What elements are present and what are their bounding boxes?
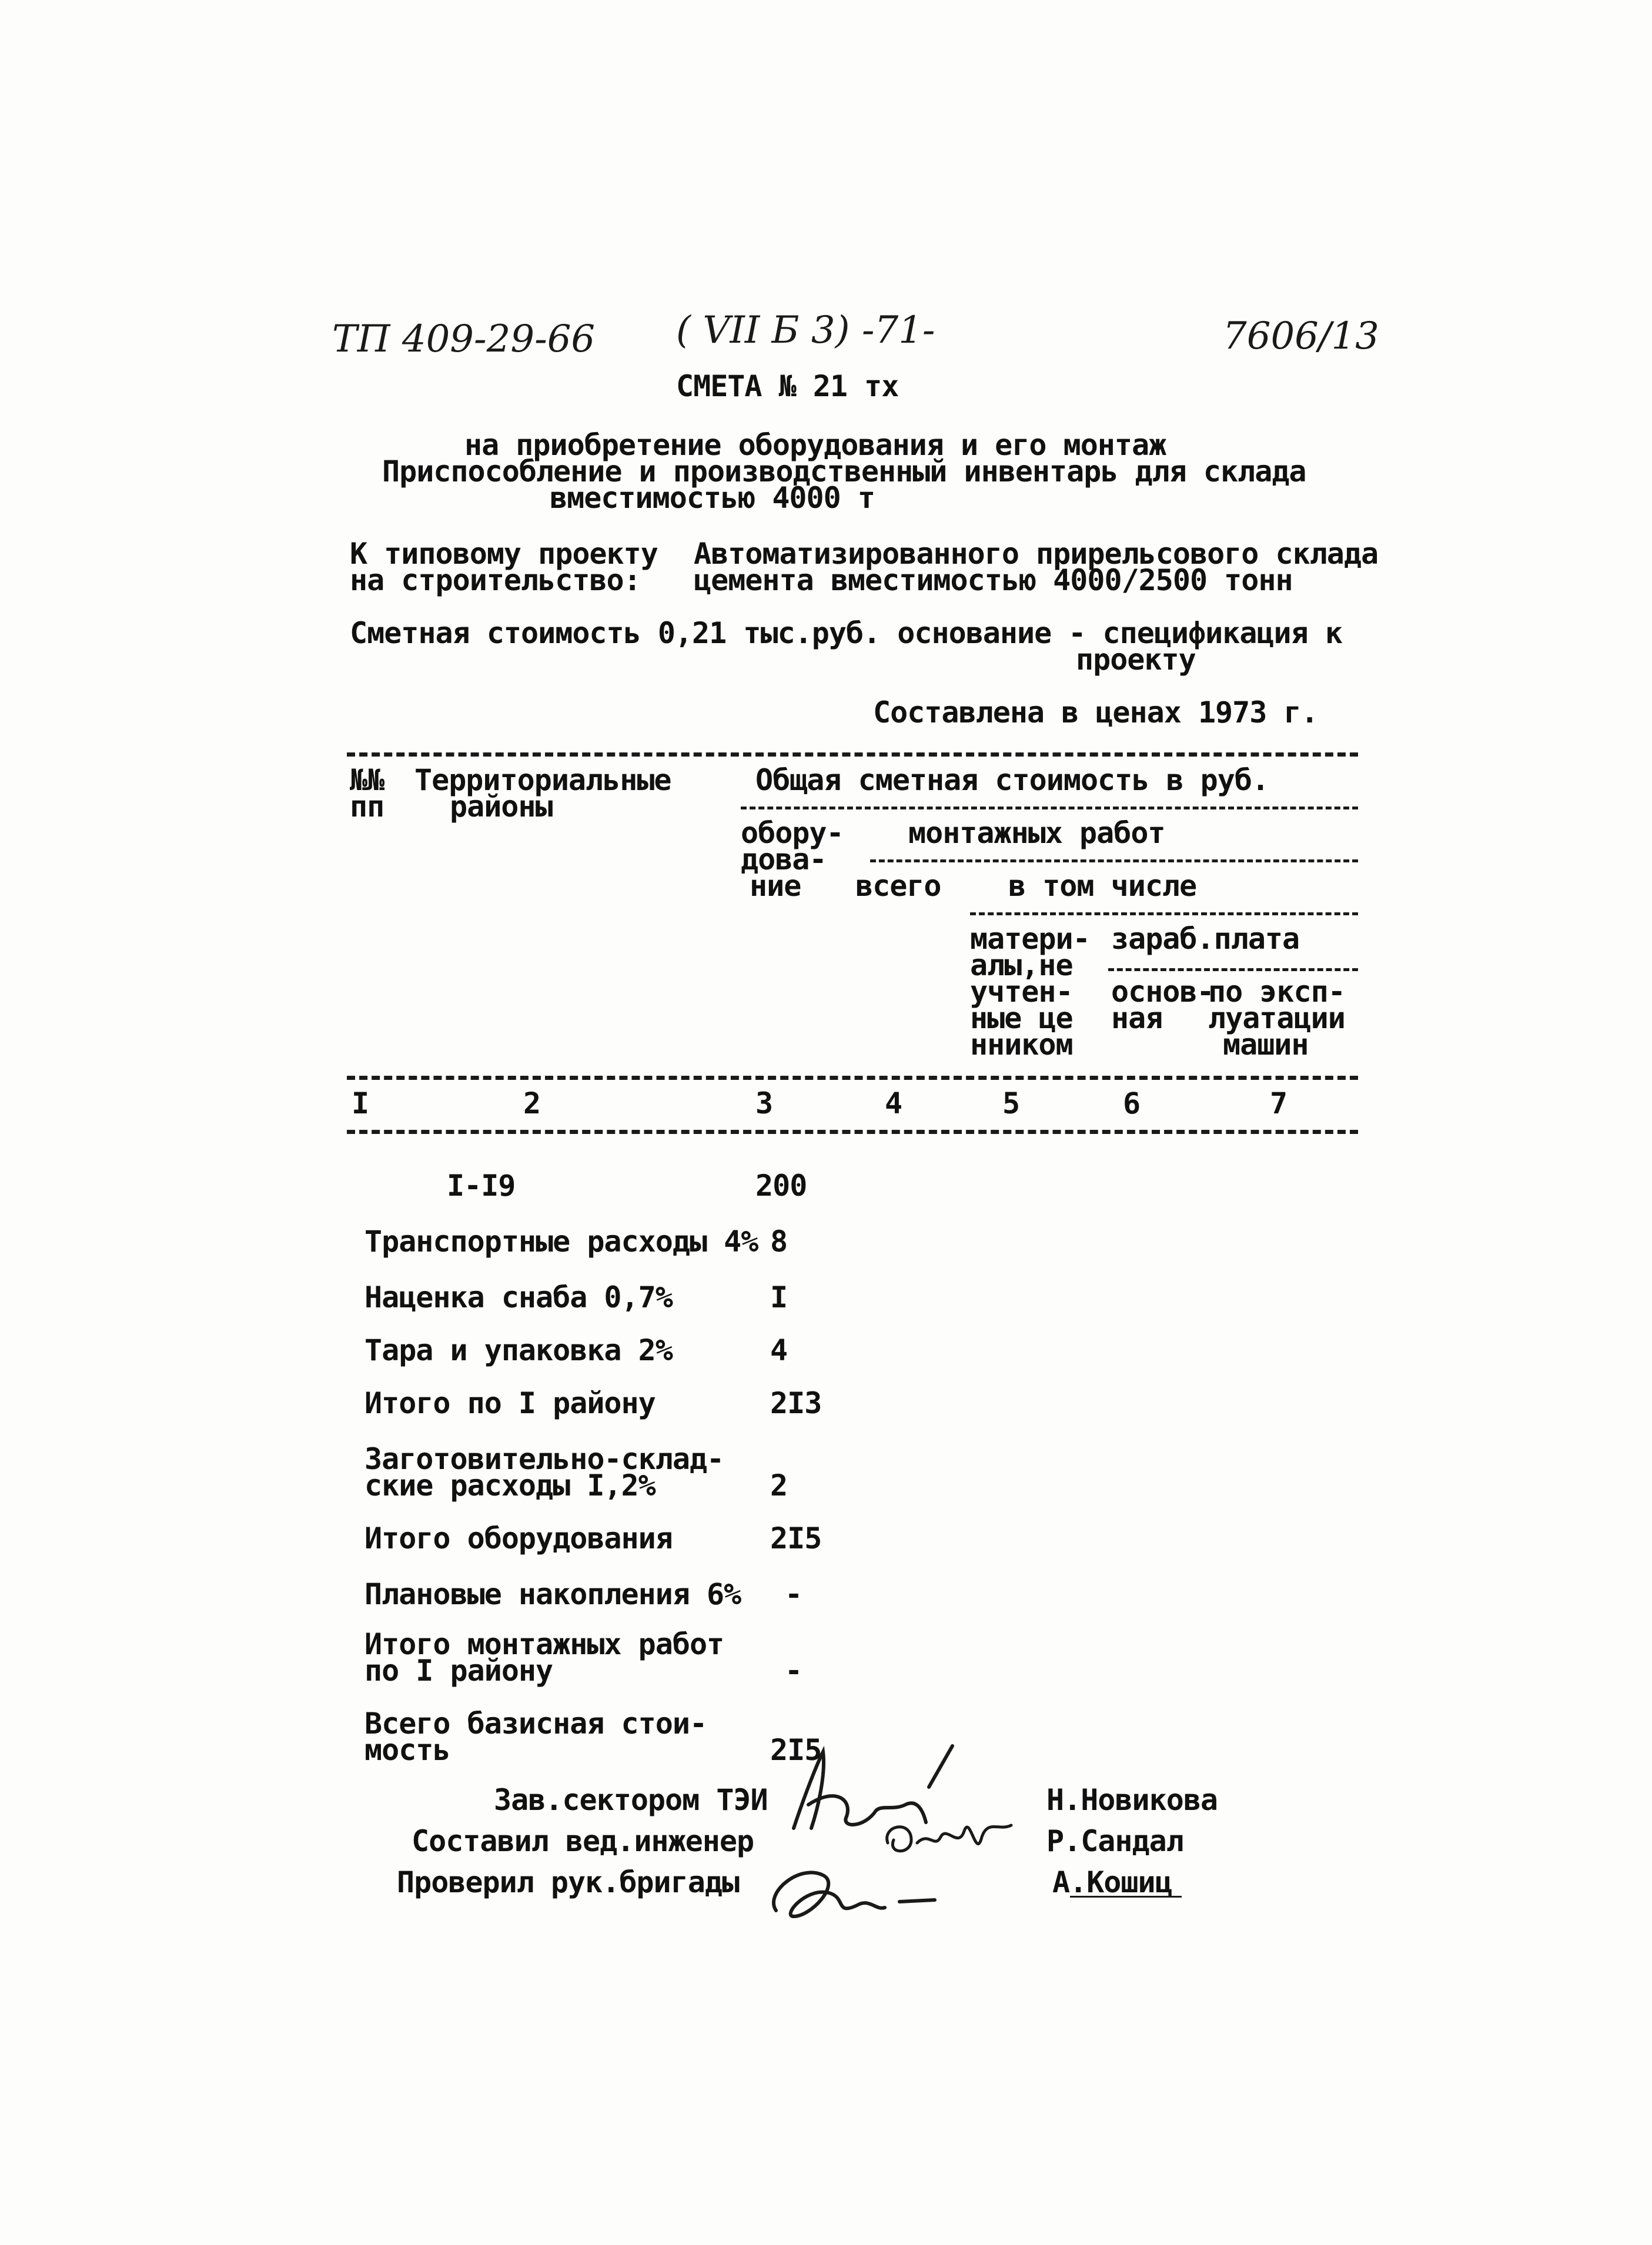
col-basic-1: основ- — [1111, 975, 1214, 1009]
prices-year: Составлена в ценах 1973 г. — [873, 695, 1318, 730]
row-packaging-value: 4 — [770, 1333, 788, 1367]
col-region-1: Территориальные — [414, 763, 671, 797]
col-materials-5: нником — [970, 1028, 1073, 1062]
col-basic-2: ная — [1111, 1001, 1163, 1035]
estimated-cost-cont: проекту — [1076, 643, 1196, 677]
row-storage-1: Заготовительно-склад- — [364, 1442, 724, 1476]
row-transport-value: 8 — [770, 1224, 788, 1259]
col-num-1: №№ — [350, 763, 384, 797]
col-number-2: 2 — [523, 1086, 541, 1120]
col-wage: зараб.плата — [1111, 922, 1300, 956]
row-transport: Транспортные расходы 4% — [364, 1224, 758, 1259]
col-number-3: 3 — [755, 1086, 773, 1120]
project-value-2: цемента вместимостью 4000/2500 тонн — [694, 563, 1293, 597]
col-machines-1: по эксп- — [1208, 975, 1345, 1009]
signature-name-head: Н.Новикова — [1046, 1783, 1218, 1817]
col-materials-4: ные це — [970, 1001, 1073, 1035]
col-machines-2: луатации — [1208, 1001, 1345, 1035]
title-line-3: вместимостью 4000 т — [550, 481, 875, 515]
rule-under-including — [970, 912, 1358, 915]
title-line-2: Приспособление и производственный инвентарь для склада — [382, 454, 1306, 489]
col-number-7: 7 — [1270, 1086, 1288, 1120]
row-total-equipment: Итого оборудования — [364, 1521, 673, 1555]
rule-under-mounting — [870, 859, 1358, 862]
doc-code-right: 7606/13 — [1223, 314, 1379, 358]
row-markup: Наценка снаба 0,7% — [364, 1280, 673, 1314]
row-total-mounting-1: Итого монтажных работ — [364, 1627, 724, 1661]
col-number-4: 4 — [885, 1086, 902, 1120]
col-materials-3: учтен- — [970, 975, 1073, 1009]
doc-code-mid: ( VII Б 3) -71- — [676, 309, 935, 352]
row-base-cost-2: мость — [364, 1733, 450, 1767]
rule-above-numbers — [347, 1076, 1358, 1080]
row-region: I-I9 — [447, 1169, 516, 1203]
signature-name-compiler: Р.Сандал — [1046, 1824, 1183, 1858]
row-base-cost-1: Всего базисная стои- — [364, 1707, 707, 1741]
row-markup-value: I — [770, 1280, 788, 1314]
row-packaging: Тара и упаковка 2% — [364, 1333, 673, 1367]
signature-role-checker: Проверил рук.бригады — [397, 1865, 740, 1899]
signature-underline — [1070, 1896, 1182, 1898]
col-materials-2: алы,не — [970, 948, 1073, 982]
col-number-1: I — [352, 1086, 369, 1120]
row-subtotal-region-value: 2I3 — [770, 1386, 822, 1420]
table-rule-top — [347, 752, 1358, 757]
row-storage-value: 2 — [770, 1468, 788, 1503]
row-planned-savings: Плановые накопления 6% — [364, 1577, 741, 1611]
project-label-2: на строительство: — [350, 563, 641, 597]
col-materials-1: матери- — [970, 922, 1090, 956]
col-including: в том числе — [1008, 869, 1197, 903]
col-equipment-3: ние — [750, 869, 801, 903]
signature-name-checker: А.Кошиц — [1052, 1865, 1172, 1899]
col-equipment-1: обору- — [741, 816, 844, 850]
row-planned-savings-value: - — [785, 1577, 802, 1611]
row-region-value: 200 — [755, 1169, 807, 1203]
row-base-cost-value: 2I5 — [770, 1733, 822, 1767]
title-line-1: на приобретение оборудования и его монтаж — [464, 428, 1166, 462]
col-num-2: пп — [350, 789, 384, 824]
rule-below-numbers — [347, 1130, 1358, 1134]
project-label-1: К типовому проекту — [350, 537, 658, 571]
rule-under-wage — [1108, 968, 1358, 971]
doc-code-left: ТП 409-29-66 — [332, 317, 596, 361]
row-total-equipment-value: 2I5 — [770, 1521, 822, 1555]
row-total-mounting-value: - — [785, 1654, 802, 1688]
col-region-2: районы — [450, 789, 553, 824]
row-subtotal-region: Итого по I району — [364, 1386, 656, 1420]
col-equipment-2: дова- — [741, 842, 827, 876]
project-value-1: Автоматизированного прирельсового склада — [694, 537, 1379, 571]
signature-role-compiler: Составил вед.инженер — [412, 1824, 754, 1858]
row-storage-2: ские расходы I,2% — [364, 1468, 656, 1503]
col-mounting: монтажных работ — [908, 816, 1165, 850]
signature-role-head: Зав.сектором ТЭИ — [494, 1783, 768, 1817]
row-total-mounting-2: по I району — [364, 1654, 553, 1688]
handwritten-signature-checker — [758, 1852, 947, 1928]
col-machines-3: машин — [1223, 1028, 1309, 1062]
col-all: всего — [855, 869, 941, 903]
estimated-cost: Сметная стоимость 0,21 тыс.руб. основание - спецификация к — [350, 616, 1342, 650]
col-number-5: 5 — [1002, 1086, 1020, 1120]
rule-under-total — [741, 807, 1358, 809]
smeta-title: СМЕТА № 21 тх — [676, 369, 899, 403]
col-number-6: 6 — [1123, 1086, 1141, 1120]
col-total-cost: Общая сметная стоимость в руб. — [755, 763, 1269, 797]
